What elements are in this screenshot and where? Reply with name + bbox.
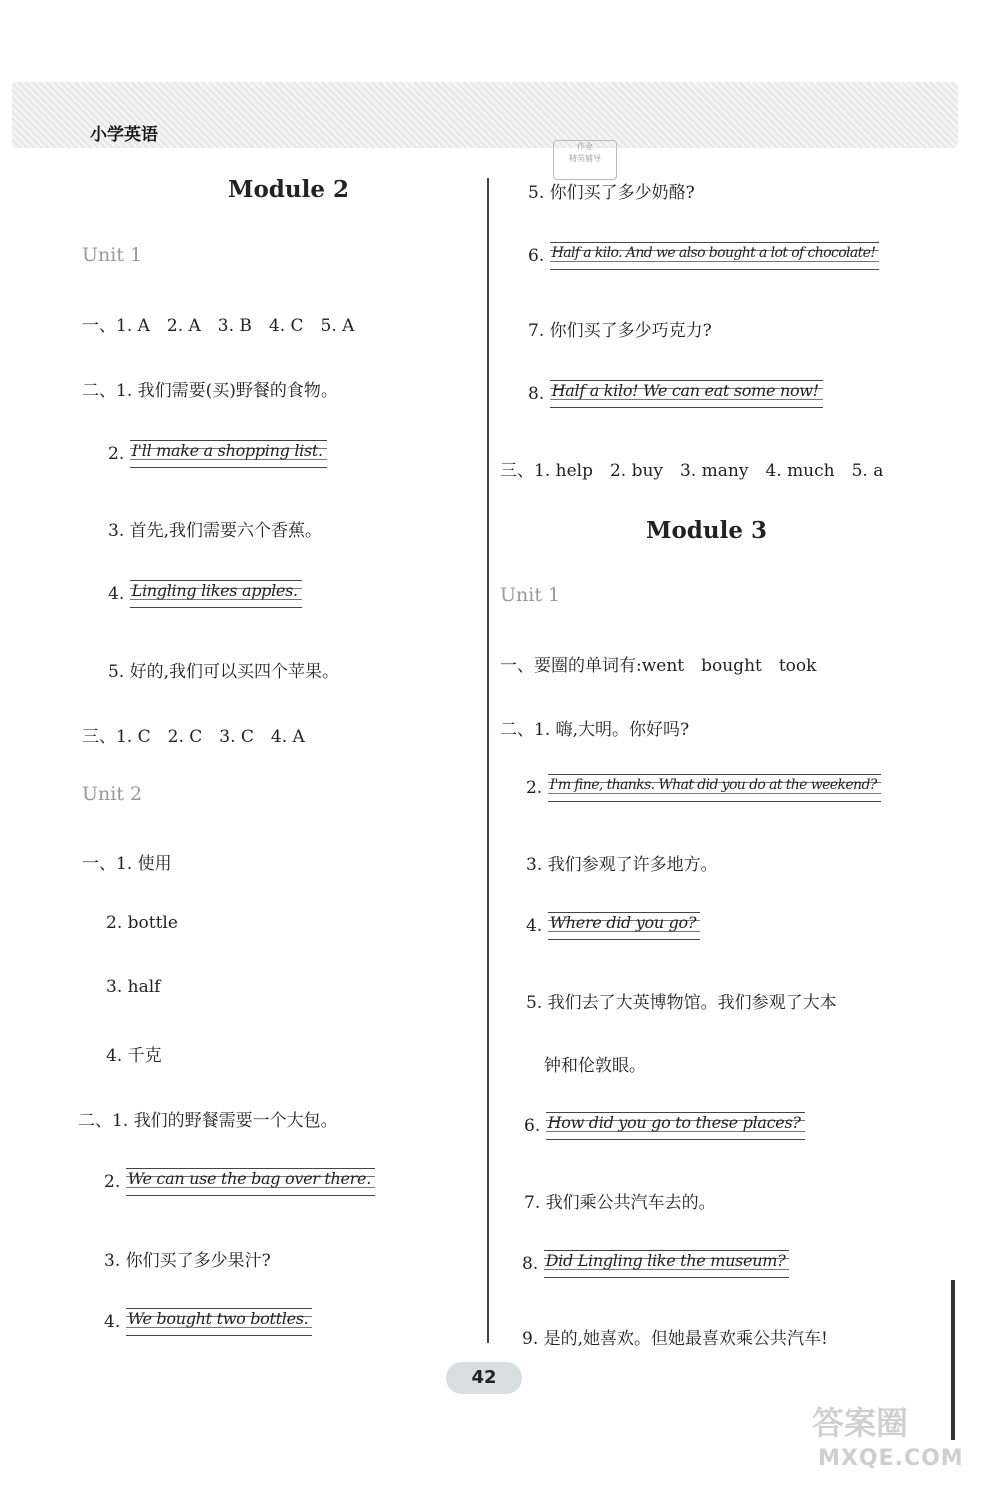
handwritten-answer: 6. Half a kilo. And we also bought a lot of chocolate! (528, 242, 879, 270)
answer-line: 2. bottle (106, 913, 178, 933)
answer-line: 二、1. 我们的野餐需要一个大包。 (78, 1111, 338, 1131)
handwritten-answer: 4. We bought two bottles. (104, 1308, 312, 1336)
module-title: Module 2 (228, 176, 349, 203)
handwritten-answer: 2. I'm fine, thanks. What did you do at the weekend? (526, 774, 881, 802)
answer-line: 一、1. A 2. A 3. B 4. C 5. A (82, 316, 355, 336)
column-divider (487, 178, 489, 1343)
answer-line: 5. 好的,我们可以买四个苹果。 (108, 662, 340, 682)
module-title: Module 3 (646, 517, 767, 544)
handwritten-answer: 2. I'll make a shopping list. (108, 440, 327, 468)
answer-line: 7. 我们乘公共汽车去的。 (524, 1193, 716, 1213)
stamp-logo: 作业 精英辅导 (553, 140, 617, 180)
unit-title: Unit 1 (500, 584, 561, 606)
answer-line: 一、要圈的单词有:went bought took (500, 656, 817, 676)
answer-line: 3. 我们参观了许多地方。 (526, 855, 718, 875)
watermark-logo: 答案圈 (812, 1404, 909, 1442)
answer-line: 钟和伦敦眼。 (544, 1056, 646, 1076)
handwritten-answer: 4. Where did you go? (526, 912, 700, 940)
answer-line: 5. 我们去了大英博物馆。我们参观了大本 (526, 993, 837, 1013)
unit-title: Unit 1 (82, 244, 143, 266)
answer-line: 二、1. 嗨,大明。你好吗? (500, 720, 690, 740)
handwritten-answer: 4. Lingling likes apples. (108, 580, 302, 608)
answer-line: 3. half (106, 977, 161, 997)
answer-line: 三、1. C 2. C 3. C 4. A (82, 727, 305, 747)
handwritten-answer: 8. Half a kilo! We can eat some now! (528, 380, 823, 408)
watermark-url: MXQE.COM (818, 1446, 964, 1471)
handwritten-answer: 6. How did you go to these places? (524, 1112, 805, 1140)
handwritten-answer: 8. Did Lingling like the museum? (522, 1250, 789, 1278)
answer-line: 3. 首先,我们需要六个香蕉。 (108, 521, 323, 541)
answer-line: 7. 你们买了多少巧克力? (528, 321, 712, 341)
unit-title: Unit 2 (82, 783, 143, 805)
answer-line: 二、1. 我们需要(买)野餐的食物。 (82, 381, 338, 401)
answer-line: 5. 你们买了多少奶酪? (528, 183, 695, 203)
answer-line: 三、1. help 2. buy 3. many 4. much 5. a (500, 461, 884, 481)
book-title: 小学英语 (90, 125, 158, 145)
answer-line: 一、1. 使用 (82, 854, 172, 874)
handwritten-answer: 2. We can use the bag over there. (104, 1168, 375, 1196)
answer-line: 4. 千克 (106, 1046, 162, 1066)
answer-line: 9. 是的,她喜欢。但她最喜欢乘公共汽车! (522, 1329, 828, 1349)
edge-mark (951, 1280, 955, 1440)
answer-line: 3. 你们买了多少果汁? (104, 1251, 271, 1271)
page-number: 42 (446, 1362, 522, 1394)
